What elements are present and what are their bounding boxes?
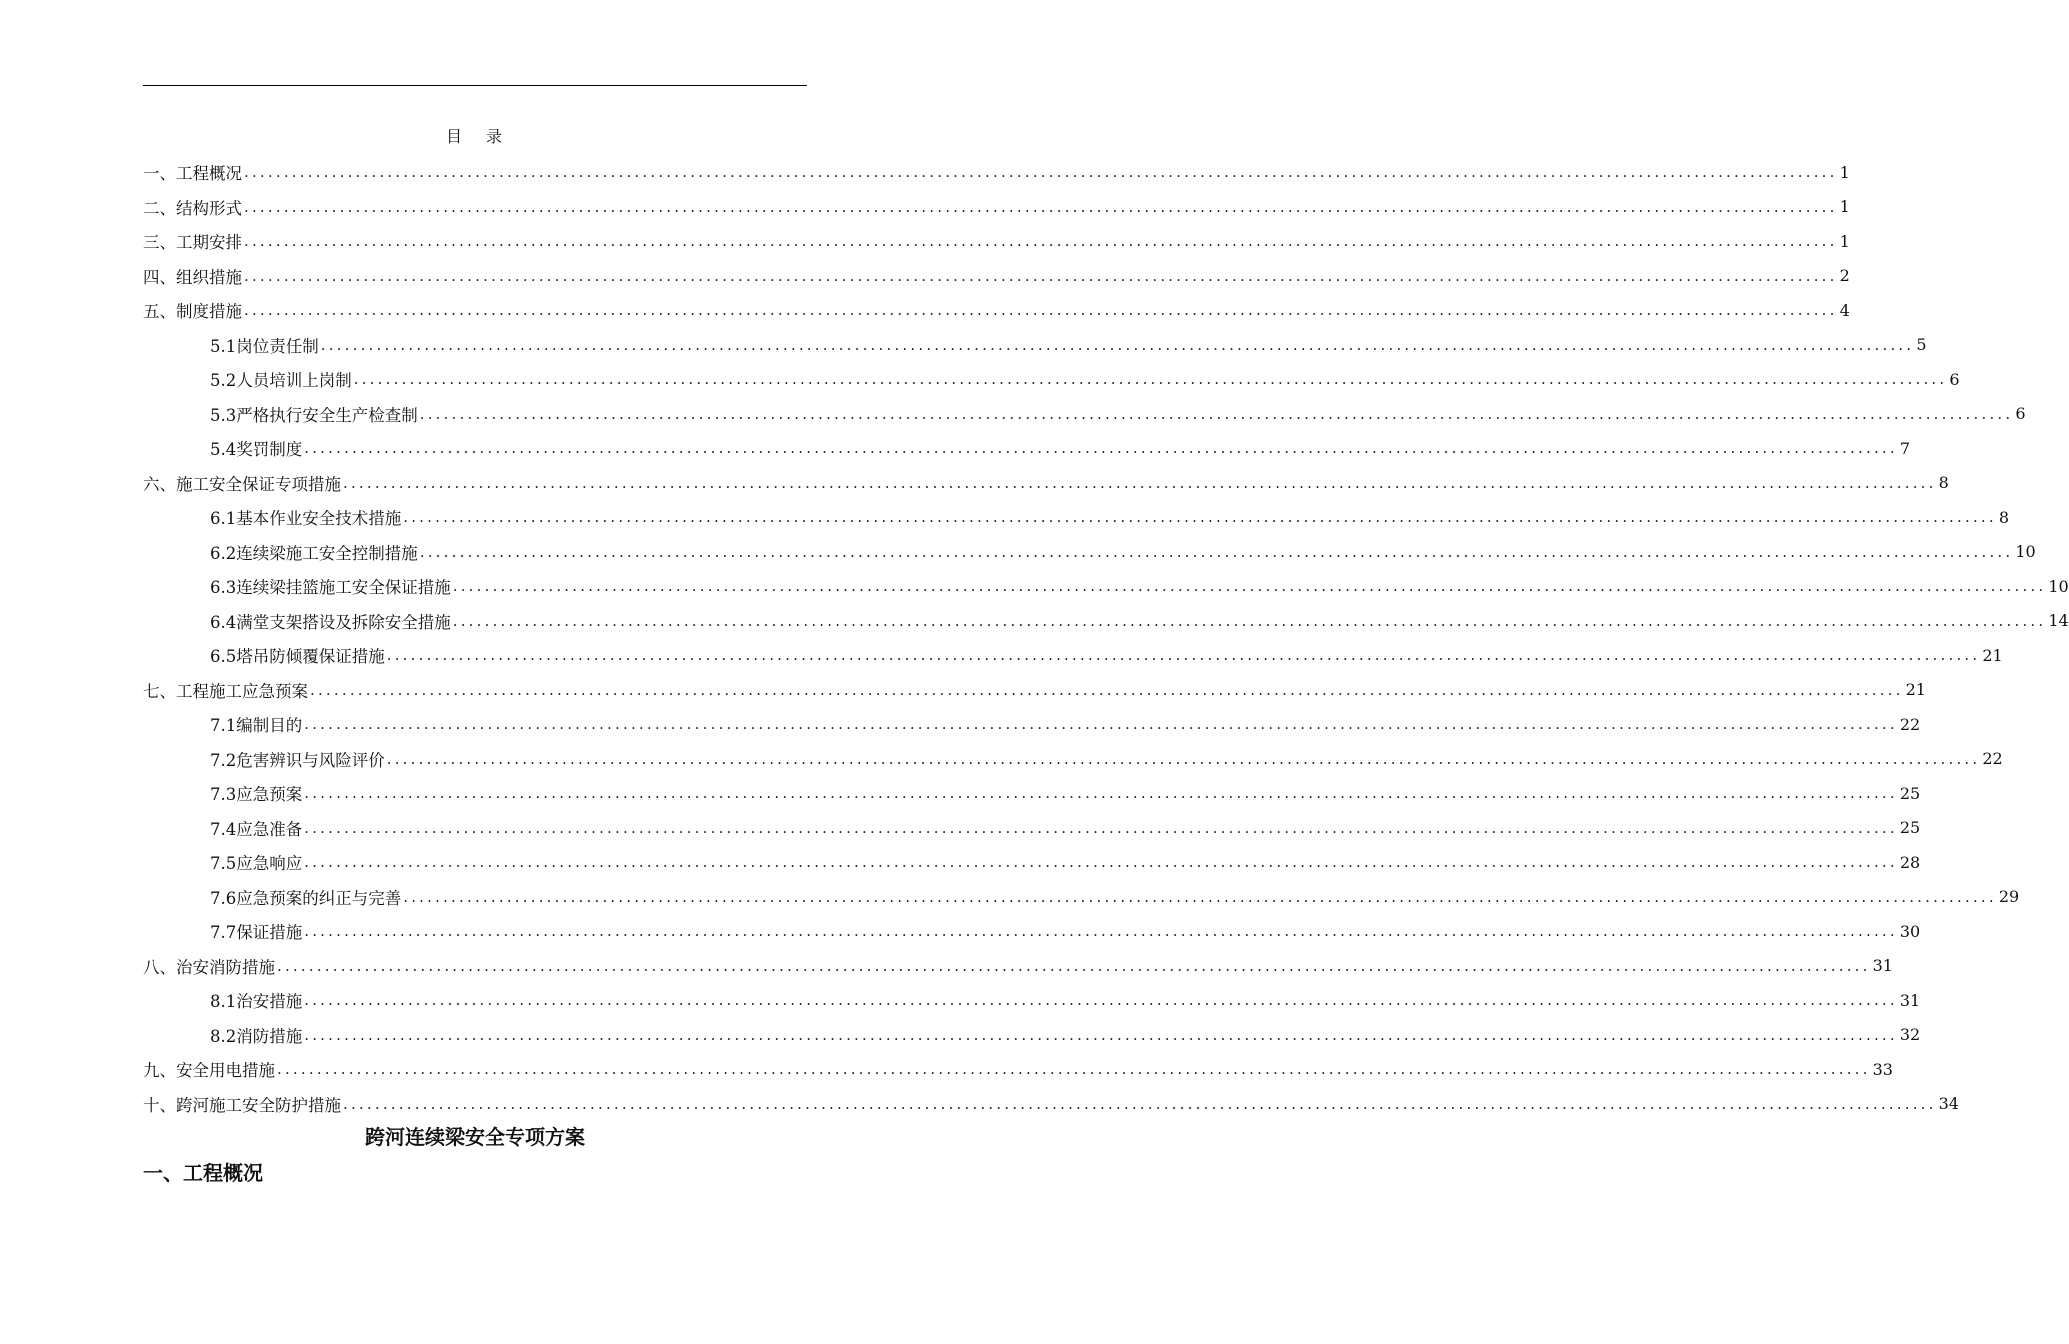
toc-entry[interactable] (143, 638, 2003, 673)
section-heading: 一、工程概况 (143, 1161, 263, 1185)
toc-entry[interactable] (143, 1052, 1893, 1087)
toc-entry[interactable] (143, 1018, 1921, 1053)
toc-entry[interactable] (143, 535, 2036, 570)
toc-entry[interactable] (143, 500, 2010, 535)
toc-entry-label: 二、结构形式 (143, 198, 242, 218)
toc-title-right: 录 (486, 127, 505, 146)
toc-dot-leader: ........................................................................................................................................................................................................ (304, 853, 1898, 872)
toc-dot-leader: ........................................................................................................................................................................................................ (304, 715, 1898, 734)
toc-entry[interactable] (143, 673, 1926, 708)
toc-entry-page: 14 (2048, 611, 2069, 631)
toc-dot-leader: ........................................................................................................................................................................................................ (304, 1025, 1898, 1044)
toc-entry-page: 33 (1872, 1059, 1893, 1079)
toc-dot-leader: ........................................................................................................................................................................................................ (304, 818, 1898, 837)
toc-dot-leader: ........................................................................................................................................................................................................ (244, 163, 1838, 182)
toc-entry-label: 6.3连续梁挂篮施工安全保证措施 (210, 578, 451, 598)
toc-entry[interactable] (143, 914, 1921, 949)
toc-entry[interactable] (143, 811, 1921, 846)
toc-dot-leader: ........................................................................................................................................................................................................ (452, 577, 2047, 596)
toc-dot-leader: ........................................................................................................................................................................................................ (244, 232, 1838, 251)
toc-entry-label: 7.4应急准备 (210, 819, 303, 839)
toc-entry-label: 8.1治安措施 (210, 992, 303, 1012)
toc-entry-page: 10 (2015, 542, 2036, 562)
toc-entry-label: 6.4满堂支架搭设及拆除安全措施 (210, 612, 451, 632)
toc-entry[interactable] (143, 293, 1850, 328)
toc-entry-label: 6.1基本作业安全技术措施 (210, 509, 402, 529)
toc-entry-label: 5.3严格执行安全生产检查制 (210, 405, 418, 425)
toc-entry-label: 八、治安消防措施 (143, 957, 275, 977)
toc-dot-leader: ........................................................................................................................................................................................................ (353, 370, 1948, 389)
toc-entry-label: 四、组织措施 (143, 267, 242, 287)
toc-entry-page: 5 (1916, 335, 1927, 355)
toc-entry-label: 7.7保证措施 (210, 923, 303, 943)
toc-entry-label: 七、工程施工应急预案 (143, 681, 308, 701)
toc-entry[interactable] (143, 362, 1960, 397)
toc-entry-page: 29 (1998, 887, 2020, 907)
toc-dot-leader: ........................................................................................................................................................................................................ (386, 646, 1981, 665)
toc-entry[interactable] (143, 466, 1949, 501)
toc-entry-page: 7 (1899, 438, 1911, 458)
toc-dot-leader: ........................................................................................................................................................................................................ (304, 922, 1898, 941)
toc-entry-page: 28 (1899, 852, 1921, 872)
toc-entry-page: 1 (1839, 197, 1850, 217)
toc-entry-page: 10 (2048, 576, 2069, 596)
toc-entry-page: 31 (1872, 956, 1893, 976)
toc-entry-page: 2 (1839, 266, 1850, 286)
toc-entry-page: 34 (1938, 1094, 1959, 1114)
toc-entry[interactable] (143, 397, 2026, 432)
toc-entry-label: 三、工期安排 (143, 233, 242, 253)
toc-entry[interactable] (143, 880, 2020, 915)
toc-entry-page: 32 (1899, 1025, 1921, 1045)
toc-entry-page: 25 (1899, 818, 1921, 838)
toc-entry[interactable] (143, 259, 1850, 294)
toc-entry[interactable] (143, 604, 2069, 639)
toc-entry-page: 31 (1899, 990, 1921, 1010)
toc-dot-leader: ........................................................................................................................................................................................................ (452, 611, 2047, 630)
toc-entry-page: 30 (1899, 921, 1921, 941)
toc-entry-label: 5.2人员培训上岗制 (210, 371, 352, 391)
toc-entry[interactable] (143, 742, 2003, 777)
toc-entry-page: 21 (1905, 680, 1926, 700)
toc-dot-leader: ........................................................................................................................................................................................................ (277, 1060, 1871, 1079)
toc-dot-leader: ........................................................................................................................................................................................................ (304, 784, 1898, 803)
toc-entry-page: 22 (1982, 749, 2003, 769)
toc-entry-page: 21 (1982, 645, 2003, 665)
toc-dot-leader: ........................................................................................................................................................................................................ (419, 542, 2014, 561)
toc-entry[interactable] (143, 983, 1921, 1018)
table-of-contents (143, 155, 2069, 1121)
toc-dot-leader: ........................................................................................................................................................................................................ (244, 197, 1838, 216)
toc-entry[interactable] (143, 707, 1921, 742)
toc-entry[interactable] (143, 328, 1927, 363)
toc-entry-page: 8 (1938, 473, 1949, 493)
toc-entry-page: 1 (1839, 231, 1850, 251)
toc-entry-label: 8.2消防措施 (210, 1026, 303, 1046)
toc-entry-page: 22 (1899, 714, 1921, 734)
toc-entry[interactable] (143, 1087, 1959, 1122)
toc-entry[interactable] (143, 845, 1921, 880)
toc-entry[interactable] (143, 569, 2069, 604)
toc-entry-page: 4 (1839, 300, 1850, 320)
toc-entry-label: 5.1岗位责任制 (210, 336, 319, 356)
toc-entry-label: 7.3应急预案 (210, 785, 303, 805)
toc-dot-leader: ........................................................................................................................................................................................................ (244, 301, 1838, 320)
toc-entry-label: 7.5应急响应 (210, 854, 303, 874)
toc-entry-label: 六、施工安全保证专项措施 (143, 474, 341, 494)
toc-entry-label: 十、跨河施工安全防护措施 (143, 1095, 341, 1115)
toc-title (143, 124, 807, 147)
toc-entry-page: 8 (1998, 507, 2010, 527)
toc-entry-label: 7.1编制目的 (210, 716, 303, 736)
toc-entry-page: 25 (1899, 783, 1921, 803)
toc-dot-leader: ........................................................................................................................................................................................................ (304, 439, 1898, 458)
toc-dot-leader: ........................................................................................................................................................................................................ (304, 991, 1898, 1010)
document-title: 跨河连续梁安全专项方案 (365, 1125, 585, 1149)
toc-entry-label: 九、安全用电措施 (143, 1061, 275, 1081)
toc-entry[interactable] (143, 224, 1850, 259)
toc-entry-label: 6.2连续梁施工安全控制措施 (210, 543, 418, 563)
toc-dot-leader: ........................................................................................................................................................................................................ (386, 749, 1981, 768)
toc-entry[interactable] (143, 431, 1911, 466)
toc-dot-leader: ........................................................................................................................................................................................................ (343, 1094, 1937, 1113)
toc-dot-leader: ........................................................................................................................................................................................................ (343, 473, 1937, 492)
toc-dot-leader: ........................................................................................................................................................................................................ (310, 680, 1904, 699)
toc-entry-label: 五、制度措施 (143, 302, 242, 322)
toc-dot-leader: ........................................................................................................................................................................................................ (403, 508, 1997, 527)
header-rule (143, 85, 807, 86)
toc-dot-leader: ........................................................................................................................................................................................................ (320, 335, 1915, 354)
toc-entry-page: 6 (2015, 404, 2026, 424)
toc-entry-label: 6.5塔吊防倾覆保证措施 (210, 647, 385, 667)
toc-dot-leader: ........................................................................................................................................................................................................ (244, 266, 1838, 285)
toc-entry-label: 一、工程概况 (143, 164, 242, 184)
toc-entry[interactable] (143, 190, 1850, 225)
toc-entry-label: 7.2危害辨识与风险评价 (210, 750, 385, 770)
toc-entry[interactable] (143, 776, 1921, 811)
toc-entry-label: 5.4奖罚制度 (210, 440, 303, 460)
toc-dot-leader: ........................................................................................................................................................................................................ (277, 956, 1871, 975)
toc-entry-page: 6 (1949, 369, 1960, 389)
toc-entry-page: 1 (1839, 162, 1850, 182)
toc-dot-leader: ........................................................................................................................................................................................................ (403, 887, 1997, 906)
toc-entry[interactable] (143, 949, 1893, 984)
toc-dot-leader: ........................................................................................................................................................................................................ (419, 404, 2014, 423)
toc-title-left: 目 (445, 127, 464, 146)
toc-entry[interactable] (143, 155, 1850, 190)
toc-entry-label: 7.6应急预案的纠正与完善 (210, 888, 402, 908)
